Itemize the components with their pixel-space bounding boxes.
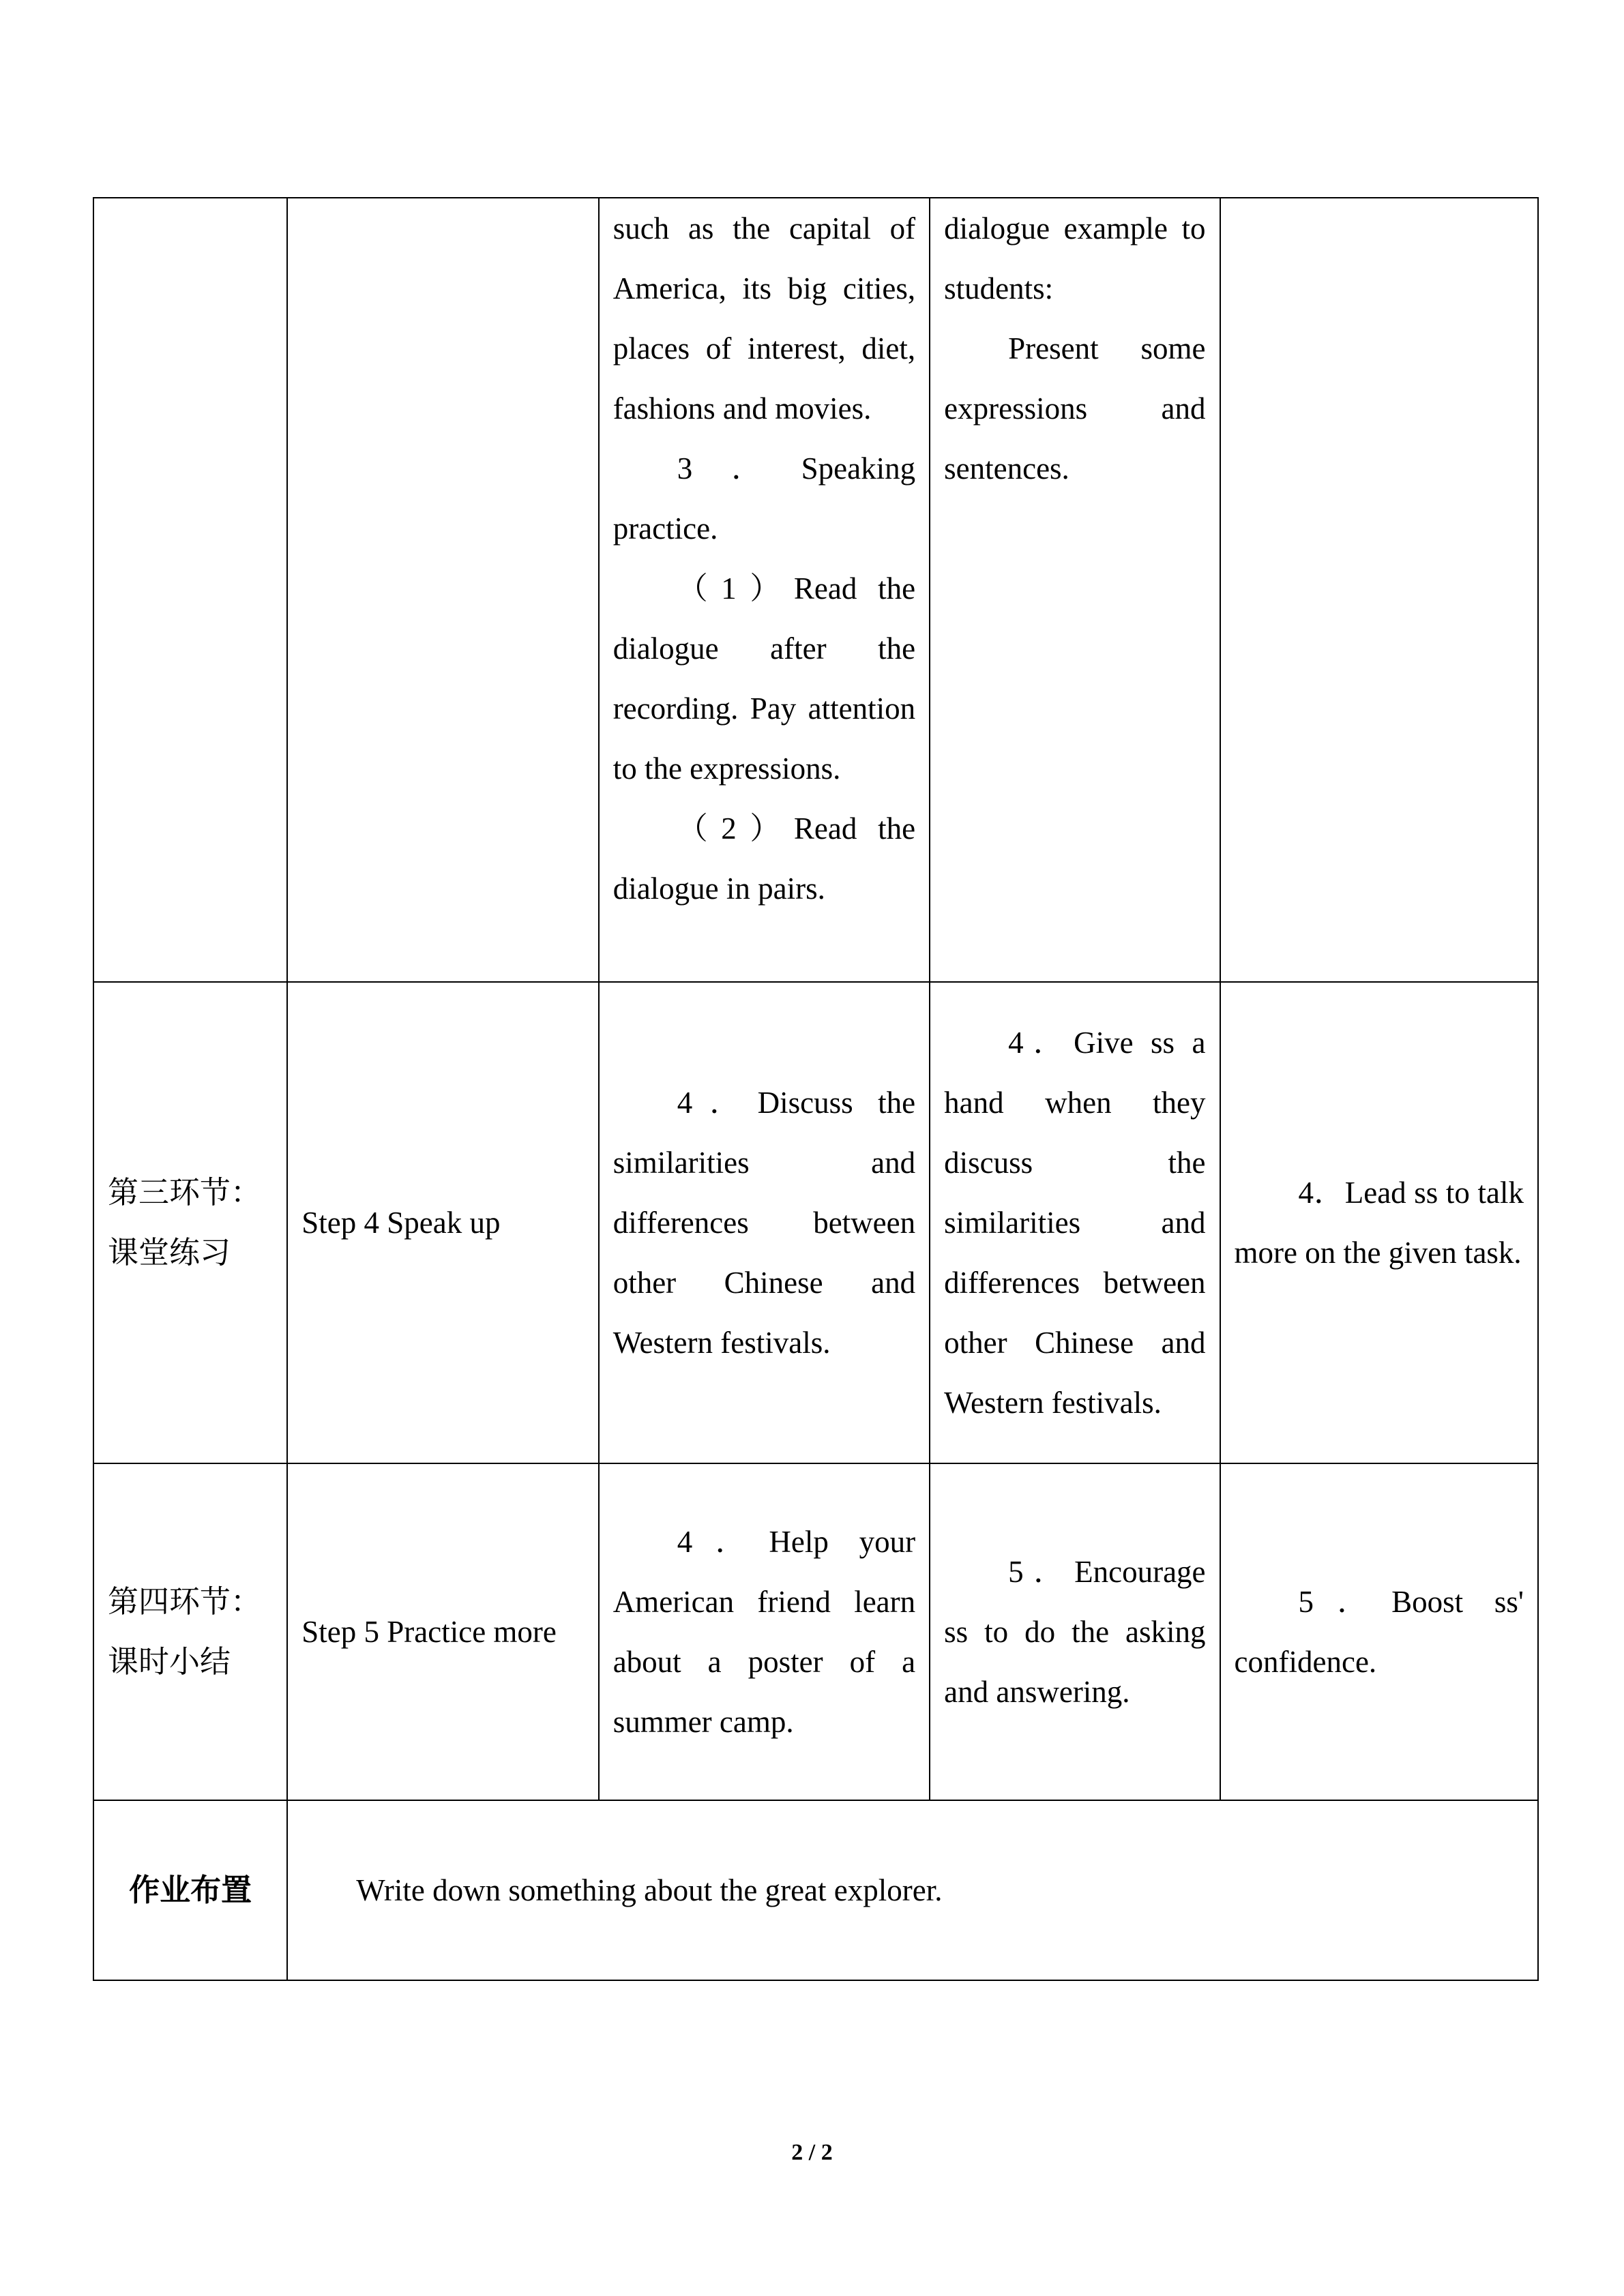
student-activity-cell — [599, 982, 930, 1463]
stage-cell — [93, 198, 287, 982]
paragraph: such as the capital of America, its big cities, places of interest, diet, fashions and movies. — [612, 211, 916, 426]
teacher-activity-cell — [930, 1463, 1220, 1800]
table-row — [93, 1800, 1538, 1980]
purpose-cell — [1220, 1463, 1538, 1800]
stage-line: 第三环节： — [108, 1174, 262, 1210]
stage-line: 课时小结 — [108, 1643, 231, 1680]
paragraph: 4．Give ss a hand when they discuss the similarities and differences between other Chinese and Western festivals. — [944, 1026, 1206, 1420]
paragraph: Present some expressions and sentences. — [944, 331, 1206, 486]
homework-label: 作业布置 — [93, 1800, 287, 1980]
lesson-plan-table — [93, 197, 1539, 1981]
stage-line: 课堂练习 — [108, 1234, 231, 1270]
table-row — [93, 1463, 1538, 1800]
paragraph: 5．Boost ss' confidence. — [1234, 1585, 1524, 1679]
paragraph: 4．Discuss the similarities and differences between other Chinese and Western festivals. — [612, 1086, 916, 1360]
step-cell — [287, 198, 598, 982]
teacher-activity-cell — [930, 982, 1220, 1463]
table-row — [93, 982, 1538, 1463]
paragraph: （2）Read the dialogue in pairs. — [612, 811, 916, 906]
paragraph: 4．Help your American friend learn about a poster of a summer camp. — [612, 1525, 916, 1739]
purpose-cell — [1220, 982, 1538, 1463]
paragraph: dialogue example to students: — [944, 211, 1206, 305]
page-number: 2 / 2 — [791, 2140, 833, 2165]
purpose-cell — [1220, 198, 1538, 982]
paragraph: 5．Encourage ss to do the asking and answering. — [944, 1555, 1206, 1709]
homework-text: Write down something about the great explorer. — [287, 1800, 1538, 1980]
stage-cell — [93, 1463, 287, 1800]
student-activity-cell — [599, 198, 930, 982]
teacher-activity-cell — [930, 198, 1220, 982]
stage-line: 第四环节： — [108, 1583, 262, 1620]
stage-cell — [93, 982, 287, 1463]
step-cell: Step 4 Speak up — [287, 982, 598, 1463]
student-activity-cell — [599, 1463, 930, 1800]
step-cell: Step 5 Practice more — [287, 1463, 598, 1800]
paragraph: （1）Read the dialogue after the recording. Pay attention to the expressions. — [612, 571, 916, 786]
paragraph: 4．Lead ss to talk more on the given task. — [1234, 1176, 1524, 1270]
paragraph: 3．Speaking practice. — [612, 451, 916, 546]
table-row — [93, 198, 1538, 982]
